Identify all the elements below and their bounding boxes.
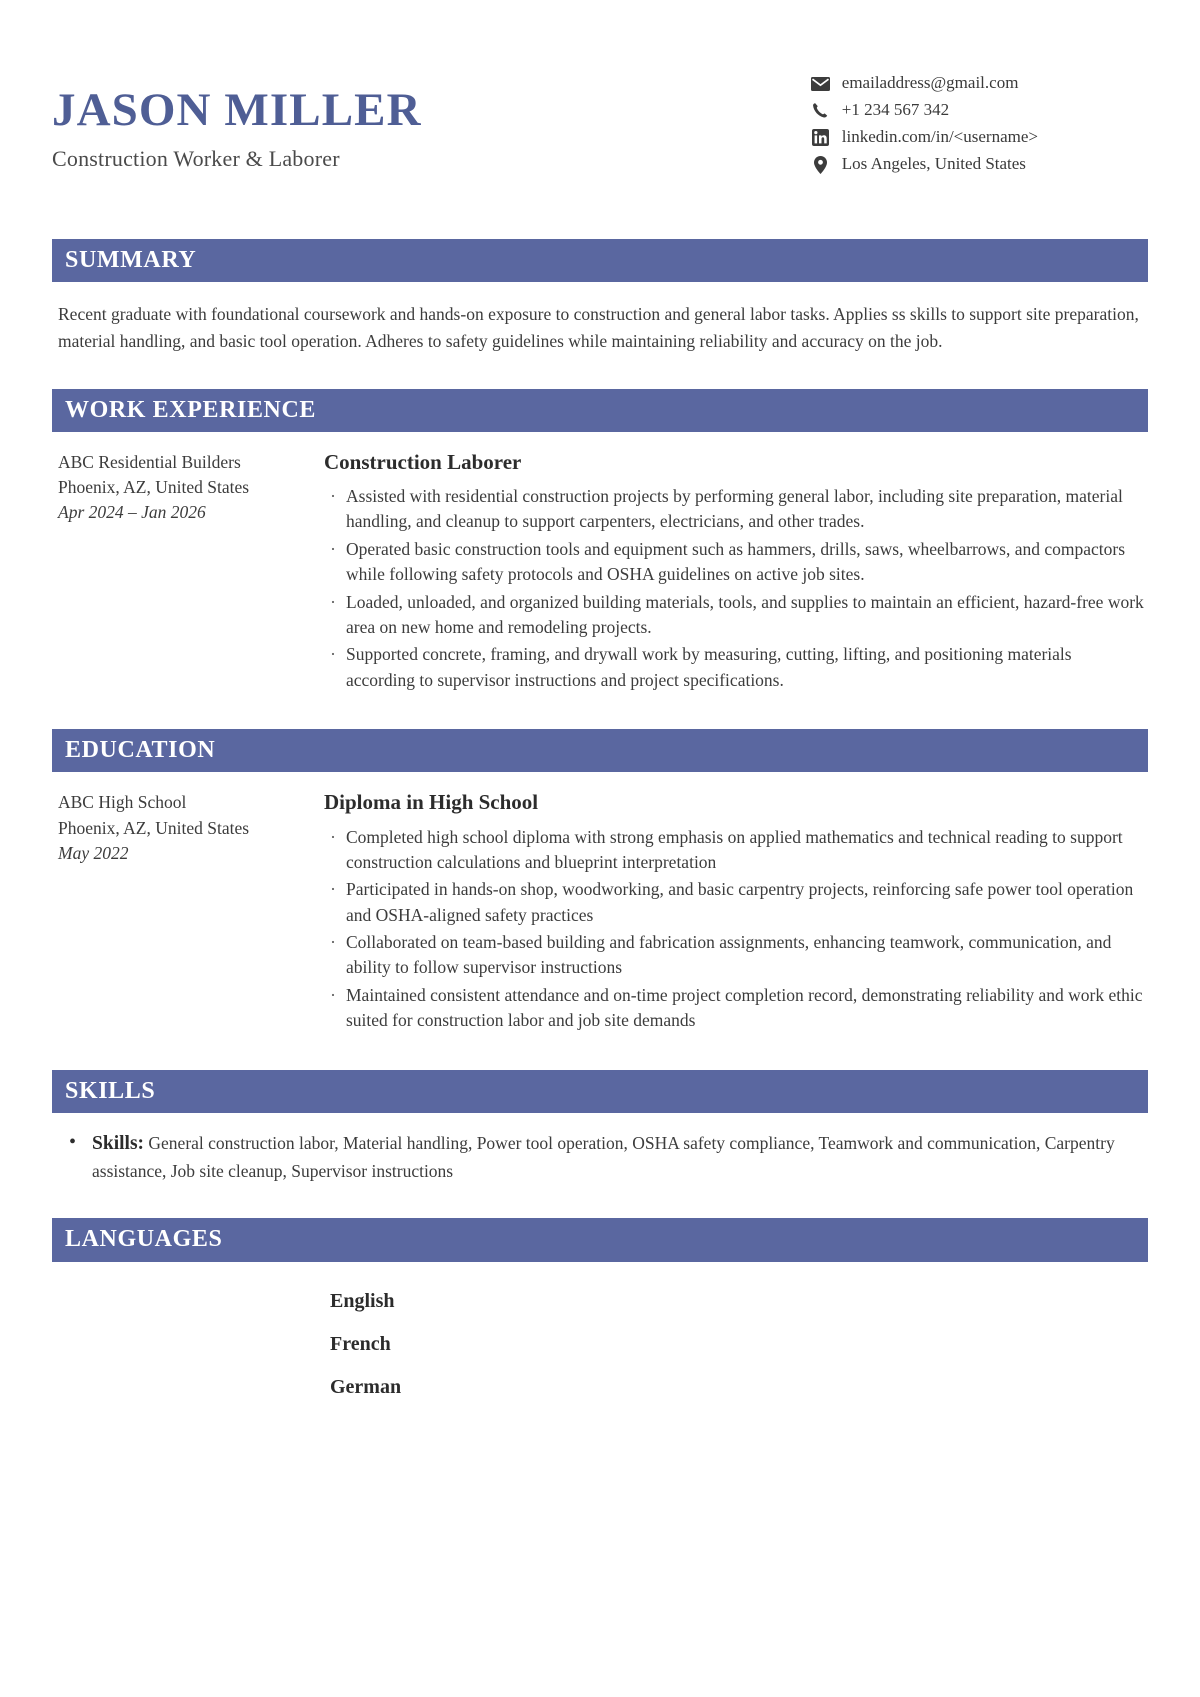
contact-linkedin[interactable] (811, 128, 1038, 147)
section-heading-summary: SUMMARY (52, 239, 1148, 282)
work-role-title: Construction Laborer (324, 449, 522, 474)
summary-text: Recent graduate with foundational coursework and hands-on exposure to construction and general labor tasks. Applies ss skills to support site preparation, material handling, and basic tool operation. Adheres to safety guidelines while maintaining reliability and accuracy on the job. (58, 304, 1139, 351)
candidate-job-title: Construction Worker & Laborer (52, 145, 340, 171)
phone-icon (811, 101, 831, 120)
envelope-icon (811, 74, 831, 93)
education-entry (52, 772, 1148, 1035)
section-heading-skills: SKILLS (52, 1070, 1148, 1113)
work-dates: Apr 2024 – Jan 2026 (58, 502, 206, 523)
linkedin-icon (811, 128, 831, 147)
education-bullet-list (324, 825, 1144, 1034)
location-pin-icon (811, 155, 831, 174)
language-item: English (330, 1289, 395, 1312)
education-bullet: · Maintained consistent attendance and on-time project completion record, demonstrating reliability and work ethic suited for construction labor and job site demands (324, 983, 1144, 1034)
education-location: Phoenix, AZ, United States (58, 817, 250, 838)
work-entry (52, 432, 1148, 695)
resume-header (52, 46, 1148, 181)
section-heading-languages: LANGUAGES (52, 1218, 1148, 1261)
work-location: Phoenix, AZ, United States (58, 477, 250, 497)
work-organization: ABC Residential Builders (58, 451, 241, 472)
work-bullet: · Supported concrete, framing, and drywall work by measuring, cutting, lifting, and positioning materials according to supervisor instructions and project specifications. (324, 642, 1144, 693)
education-degree-title: Diploma in High School (324, 790, 539, 815)
education-dates: May 2022 (58, 842, 129, 863)
languages-body (52, 1262, 1148, 1409)
contact-location[interactable] (811, 155, 1038, 174)
education-organization: ABC High School (58, 792, 187, 813)
work-entry-detail (324, 450, 1148, 695)
section-heading-education: EDUCATION (52, 729, 1148, 772)
education-bullet: · Collaborated on team-based building and fabrication assignments, enhancing teamwork, communication, and ability to follow supervisor instructions (324, 930, 1144, 981)
skills-list-item (58, 1129, 1142, 1185)
section-heading-work-experience: WORK EXPERIENCE (52, 389, 1148, 432)
skills-value: General construction labor, Material handling, Power tool operation, OSHA safety compliance, Teamwork and communication, Carpentry assistance, Job site cleanup, Supervisor instructions (92, 1132, 1115, 1182)
work-bullet: · Assisted with residential construction projects by performing general labor, including site preparation, material handling, and cleanup to support carpenters, electricians, and other trades. (324, 484, 1144, 535)
contact-location-text: Los Angeles, United States (841, 154, 1026, 174)
contact-phone-text: +1 234 567 342 (841, 100, 950, 120)
education-bullet: · Participated in hands-on shop, woodworking, and basic carpentry projects, reinforcing safe power tool operation and OSHA-aligned safety practices (324, 877, 1144, 928)
education-bullet: · Completed high school diploma with strong emphasis on applied mathematics and technical reading to support construction calculations and blueprint interpretation (324, 825, 1144, 876)
skills-body (52, 1113, 1148, 1185)
work-entry-meta (52, 450, 324, 526)
identity-block (52, 64, 422, 172)
contact-linkedin-text: linkedin.com/in/<username> (841, 127, 1038, 147)
contact-list (811, 64, 1148, 174)
contact-email-text: emailaddress@gmail.com (841, 73, 1019, 93)
work-bullet-list (324, 484, 1144, 693)
skills-list (58, 1129, 1142, 1185)
work-bullet: · Operated basic construction tools and equipment such as hammers, drills, saws, wheelbarrows, and compactors while following safety protocols and OSHA guidelines on active job sites. (324, 537, 1144, 588)
contact-email[interactable] (811, 74, 1038, 93)
contact-phone[interactable] (811, 101, 1038, 120)
education-entry-detail (324, 790, 1148, 1035)
work-bullet: · Loaded, unloaded, and organized building materials, tools, and supplies to maintain an efficient, hazard-free work area on new home and remodeling projects. (324, 590, 1144, 641)
skills-label: Skills: (92, 1132, 145, 1154)
language-item: German (330, 1375, 402, 1398)
education-entry-meta (52, 790, 324, 866)
language-item: French (330, 1332, 391, 1355)
candidate-name: JASON MILLER (52, 84, 422, 136)
